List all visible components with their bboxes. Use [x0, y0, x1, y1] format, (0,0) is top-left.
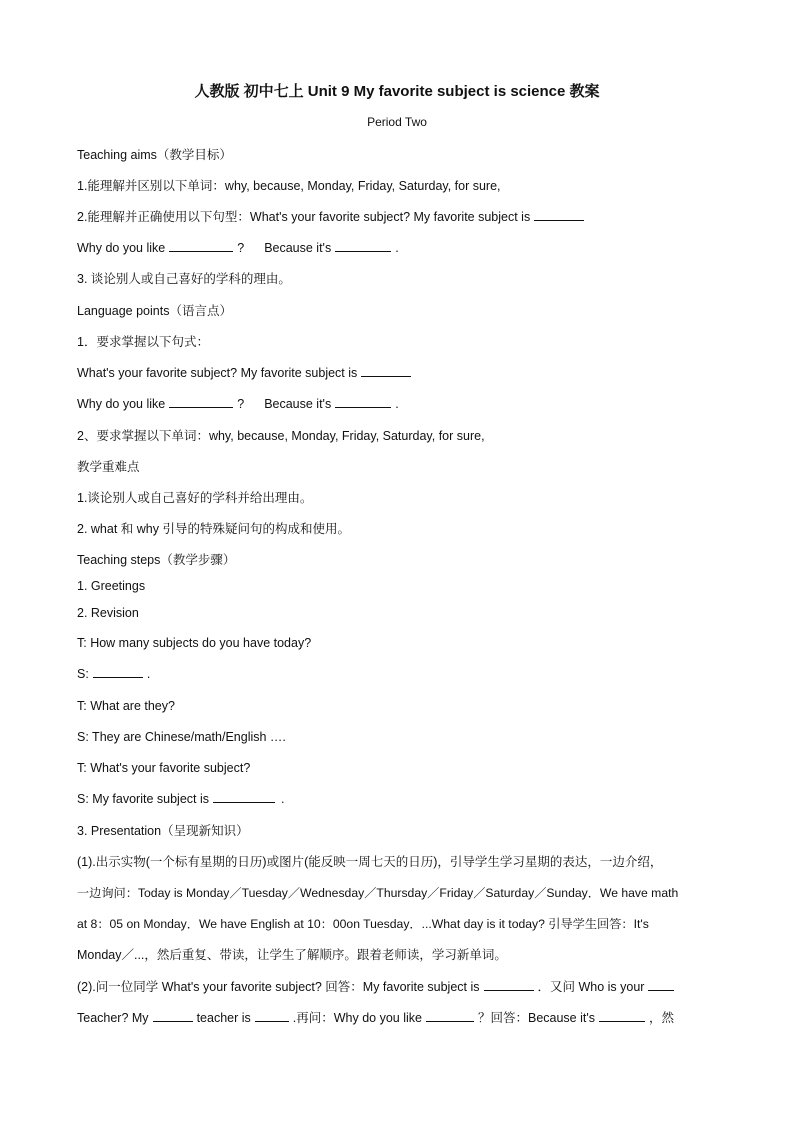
- difficulties-heading: 教学重难点: [77, 460, 140, 474]
- para2-text-a: (2).问一位同学 What's your favorite subject? 回答：My favorite subject is: [77, 980, 480, 994]
- answer-blank: [534, 208, 584, 221]
- answer-blank: [361, 364, 411, 377]
- aims-item-2-text: 2.能理解并正确使用以下句型：What's your favorite subject? My favorite subject is: [77, 210, 531, 224]
- aims-item-1: 1.能理解并区别以下单词：why, because, Monday, Friday, Saturday, for sure,: [77, 179, 501, 193]
- question-mark: ?: [237, 241, 245, 255]
- aims-item-2: [77, 208, 588, 226]
- difficulties-item-2: 2. what 和 why 引导的特殊疑问句的构成和使用。: [77, 522, 350, 536]
- aims-item-3: 3. 谈论别人或自己喜好的学科的理由。: [77, 272, 291, 286]
- dialog-s3-prefix: S: My favorite subject is: [77, 792, 209, 806]
- language-heading: Language points（语言点）: [77, 304, 232, 318]
- dialog-s1-prefix: S:: [77, 667, 89, 681]
- presentation-para2-line2: [77, 1009, 674, 1027]
- dialog-t1: T: How many subjects do you have today?: [77, 636, 312, 650]
- language-sentence-text: What's your favorite subject? My favorite subject is: [77, 366, 358, 380]
- dialog-s2: S: They are Chinese/math/English ….: [77, 730, 286, 744]
- document-title: 人教版 初中七上 Unit 9 My favorite subject is science 教案: [194, 83, 600, 100]
- para2-text-g: ，然: [649, 1011, 675, 1025]
- language-sentence-2: [77, 395, 399, 413]
- presentation-para1-line3: at 8：05 on Monday．We have English at 10：00on Tuesday．...What day is it today? 引导学生回答：It's: [77, 917, 649, 931]
- answer-blank: [648, 978, 674, 991]
- document-subtitle: Period Two: [367, 115, 427, 129]
- answer-blank: [213, 790, 275, 803]
- dialog-t2: T: What are they?: [77, 699, 175, 713]
- why-question: Why do you like: [77, 397, 166, 411]
- para2-text-d: teacher is: [196, 1011, 251, 1025]
- because-answer: Because it's: [264, 241, 332, 255]
- step-greetings: 1. Greetings: [77, 579, 146, 593]
- answer-blank: [484, 978, 534, 991]
- language-item-1: 1．要求掌握以下句式：: [77, 335, 209, 349]
- para2-text-f: ？回答：Because it's: [477, 1011, 595, 1025]
- para2-text-c: Teacher? My: [77, 1011, 149, 1025]
- why-question: Why do you like: [77, 241, 166, 255]
- answer-blank: [169, 395, 233, 408]
- answer-blank: [599, 1009, 645, 1022]
- answer-blank: [426, 1009, 474, 1022]
- because-answer: Because it's: [264, 397, 332, 411]
- answer-blank: [153, 1009, 193, 1022]
- difficulties-item-1: 1.谈论别人或自己喜好的学科并给出理由。: [77, 491, 313, 505]
- answer-blank: [169, 239, 233, 252]
- question-mark: ?: [237, 397, 245, 411]
- step-revision: 2. Revision: [77, 606, 139, 620]
- language-sentence-1: [77, 364, 415, 382]
- sentence-end: .: [395, 397, 399, 411]
- answer-blank: [255, 1009, 289, 1022]
- language-item-2: 2、要求掌握以下单词：why, because, Monday, Friday, Saturday, for sure,: [77, 429, 485, 443]
- sentence-end: .: [146, 667, 151, 681]
- presentation-para1-line2: 一边询问：Today is Monday／Tuesday／Wednesday／Thursday／Friday／Saturday／Sunday．We have math: [77, 886, 679, 900]
- presentation-para1-line1: (1).出示实物(一个标有星期的日历)或图片(能反映一周七天的日历)，引导学生学习星期的表达，一边介绍，: [77, 855, 663, 869]
- para2-text-e: .再问：Why do you like: [292, 1011, 422, 1025]
- sentence-end: .: [395, 241, 399, 255]
- dialog-s1: [77, 665, 150, 683]
- presentation-heading: 3. Presentation（呈现新知识）: [77, 824, 249, 838]
- presentation-para1-line4: Monday／...，然后重复、带读，让学生了解顺序。跟着老师读，学习新单词。: [77, 948, 507, 962]
- answer-blank: [335, 395, 391, 408]
- dialog-t3: T: What's your favorite subject?: [77, 761, 251, 775]
- sentence-end: .: [281, 792, 285, 806]
- presentation-para2-line1: [77, 978, 678, 996]
- answer-blank: [335, 239, 391, 252]
- answer-blank: [93, 665, 143, 678]
- para2-text-b: ．又问 Who is your: [537, 980, 645, 994]
- steps-heading: Teaching steps（教学步骤）: [77, 553, 236, 567]
- dialog-s3: [77, 790, 284, 808]
- aims-item-2b: [77, 239, 399, 257]
- aims-heading: Teaching aims（教学目标）: [77, 148, 232, 162]
